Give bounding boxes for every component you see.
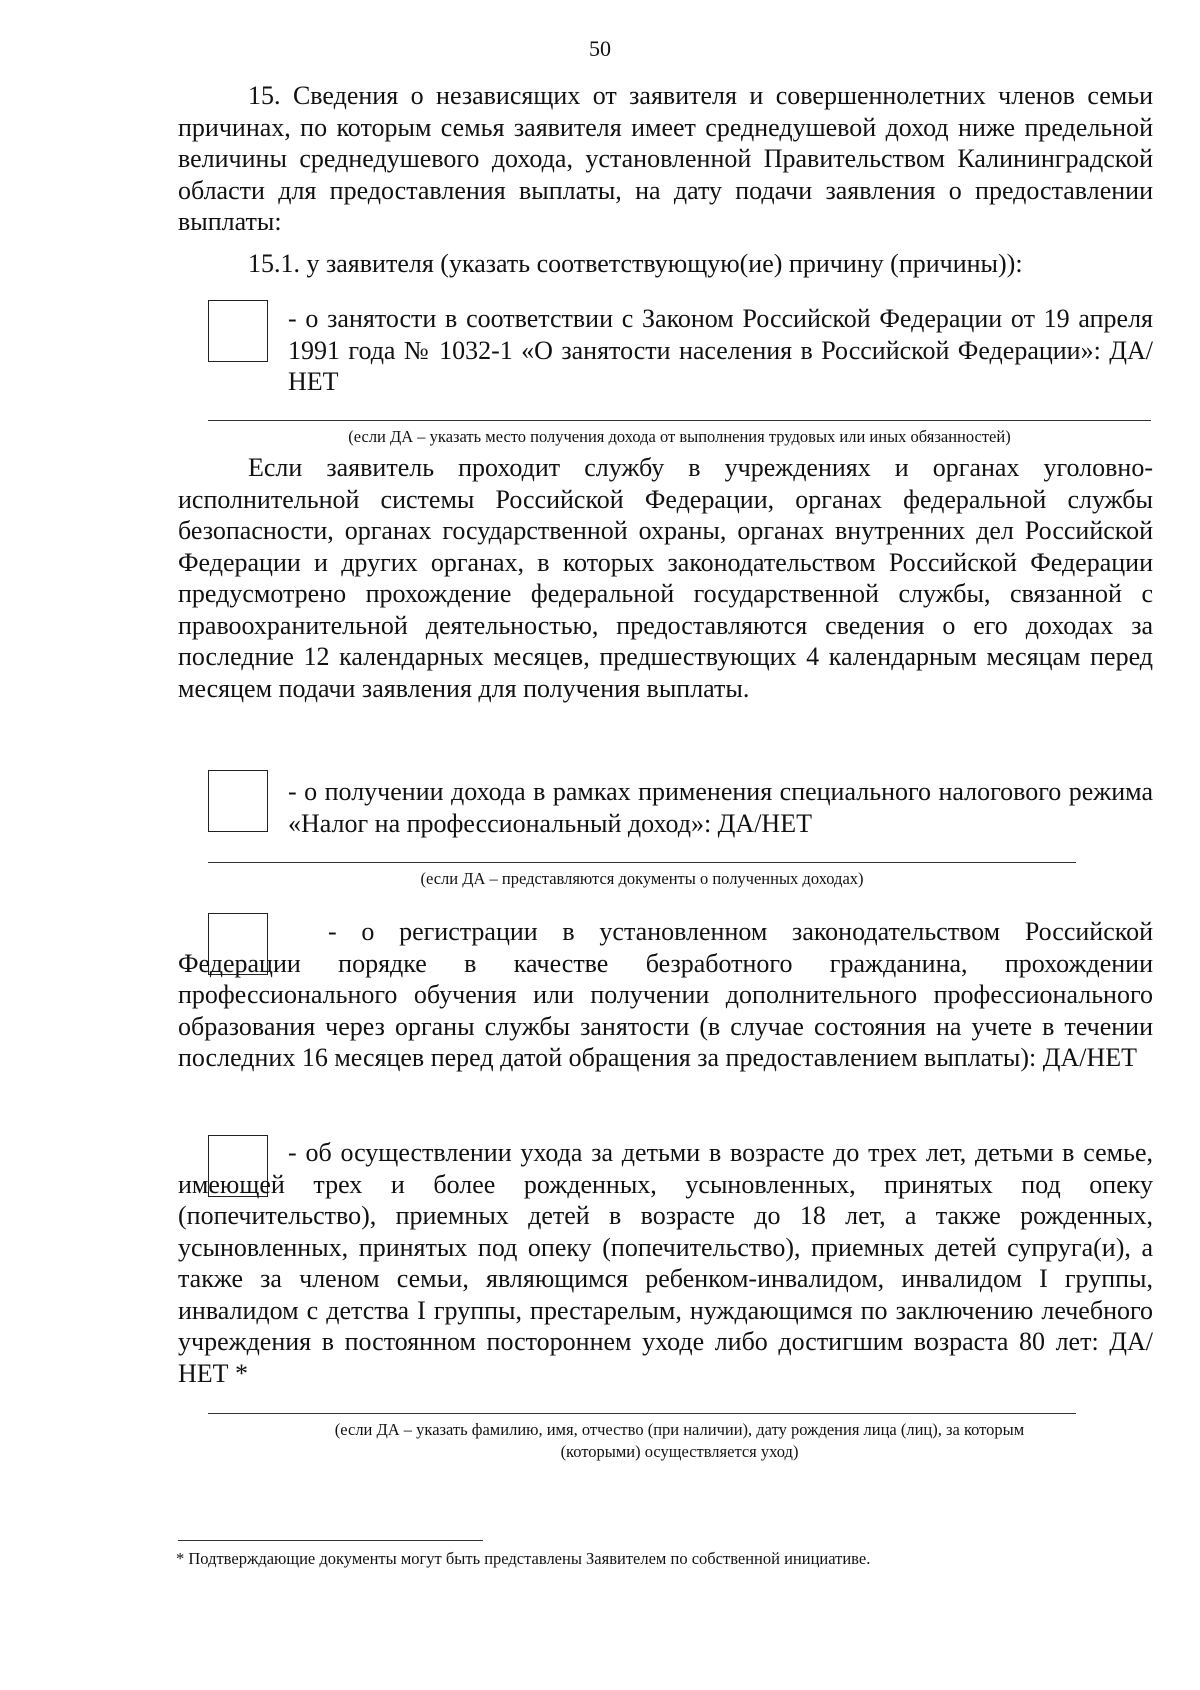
care-answer-line[interactable] [208, 1413, 1076, 1414]
employment-item-text: - о занятости в соответствии с Законом Российской Федерации от 19 апреля 1991 года № 1032-1 «О занятости населения в Российской Федерации»: ДА/НЕТ [288, 304, 1153, 396]
professional-income-answer-line[interactable] [208, 862, 1076, 863]
footnote-separator [178, 1540, 483, 1541]
employment-answer-line[interactable] [208, 420, 1151, 421]
professional-income-item-text: - о получении дохода в рамках применения специального налогового режима «Налог на профессиональный доход»: ДА/НЕТ [288, 777, 1153, 838]
professional-income-checkbox[interactable] [208, 770, 268, 832]
section-15-1-heading: 15.1. у заявителя (указать соответствующую(ие) причину (причины)): [248, 249, 1023, 278]
care-note-line-2: (которыми) осуществляется уход) [560, 1442, 799, 1461]
section-15-intro: 15. Сведения о независящих от заявителя и совершеннолетних членов семьи причинах, по которым семья заявителя имеет среднедушевой доход ниже предельной величины среднедушевого дохода, установленной Правительством Калининградской области для предоставления выплаты, на дату подачи заявления о предоставлении выплаты: [178, 81, 1153, 236]
law-enforcement-service-paragraph: Если заявитель проходит службу в учреждениях и органах уголовно-исполнительной системы Российской Федерации, органах федеральной службы безопасности, органах государственной охраны, органах внутренних дел Российской Федерации и других органах, в которых законодательством Российской Федерации предусмотрено прохождение федеральной государственной службы, связанной с правоохранительной деятельностью, предоставляются сведения о его доходах за последние 12 календарных месяцев, предшествующих 4 календарным месяцам перед месяцем подачи заявления для получения выплаты. [178, 453, 1153, 703]
unemployment-item-text: - о регистрации в установленном законодательством Российской Федерации порядке в качестве безработного гражданина, прохождении профессионального обучения или получении дополнительного профессионального образования через органы службы занятости (в случае состояния на учете в течении последних 16 месяцев перед датой обращения за предоставлением выплаты): ДА/НЕТ [178, 917, 1153, 1072]
professional-income-note: (если ДА – представляются документы о полученных доходах) [420, 869, 864, 888]
employment-checkbox[interactable] [208, 300, 268, 362]
page-number: 50 [589, 36, 611, 61]
footnote: * Подтверждающие документы могут быть представлены Заявителем по собственной инициативе. [176, 1549, 871, 1568]
care-note-line-1: (если ДА – указать фамилию, имя, отчество (при наличии), дату рождения лица (лиц), за которым [334, 1420, 1025, 1439]
employment-note: (если ДА – указать место получения дохода от выполнения трудовых или иных обязанностей) [348, 427, 1011, 446]
care-item-text: - об осуществлении ухода за детьми в возрасте до трех лет, детьми в семье, имеющей трех и более рожденных, усыновленных, принятых под опеку (попечительство), приемных детей в возрасте до 18 лет, а также рожденных, усыновленных, принятых под опеку (попечительство), приемных детей супруга(и), а также за членом семьи, являющимся ребенком-инвалидом, инвалидом I группы, инвалидом с детства I группы, престарелым, нуждающимся по заключению лечебного учреждения в постоянном постороннем уходе либо достигшим возраста 80 лет: ДА/НЕТ * [178, 1138, 1153, 1388]
